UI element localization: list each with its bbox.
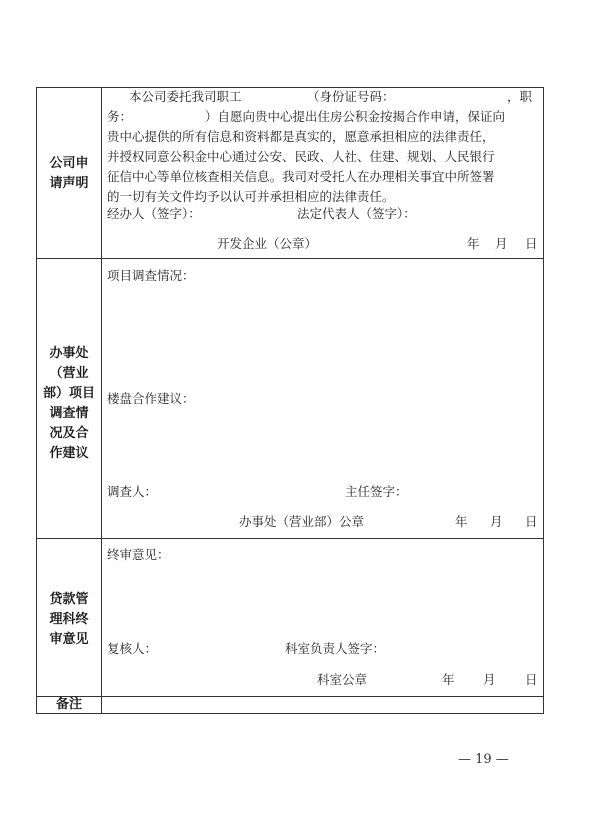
- office-seal-label: 办事处（营业部）公章: [239, 514, 365, 529]
- section-label-line: 请声明: [49, 176, 89, 191]
- row-divider-1: [37, 258, 543, 259]
- date-month: 月: [490, 514, 503, 529]
- date-day: 日: [525, 514, 538, 529]
- section-label-line: 贷款管: [49, 592, 89, 607]
- company-seal-label: 开发企业（公章）: [217, 236, 318, 251]
- director-signature-label: 主任签字：: [345, 484, 408, 499]
- handler-signature-label: 经办人（签字）：: [107, 206, 201, 221]
- declaration-text: 的一切有关文件均予以认可并承担相应的法律责任。: [107, 189, 395, 204]
- date-year: 年: [442, 672, 455, 687]
- cooperation-suggestion-label: 楼盘合作建议：: [107, 391, 195, 406]
- investigator-label: 调查人：: [107, 484, 158, 499]
- date-day: 日: [525, 672, 538, 687]
- legal-rep-signature-label: 法定代表人（签字）：: [297, 206, 416, 221]
- date-month: 月: [483, 672, 496, 687]
- section-label-line: 公司申: [49, 156, 89, 171]
- section-label-line: 理科终: [49, 612, 89, 627]
- declaration-text: 本公司委托我司职工: [129, 89, 242, 104]
- column-divider: [101, 88, 102, 713]
- row-divider-2: [37, 538, 543, 539]
- declaration-text: ，职: [507, 89, 533, 104]
- section-label-line: 部）项目: [42, 386, 95, 401]
- section-label-line: 作建议: [49, 446, 89, 461]
- row-divider-3: [37, 696, 543, 697]
- remarks-label: 备注: [55, 697, 82, 712]
- date-year: 年: [455, 514, 468, 529]
- declaration-text: （身份证号码：: [307, 89, 395, 104]
- final-opinion-label: 终审意见：: [107, 547, 170, 562]
- project-survey-label: 项目调查情况：: [107, 268, 195, 283]
- section-label-line: 况及合: [49, 426, 89, 441]
- section-label-line: 调查情: [49, 406, 89, 421]
- declaration-text: 务：: [107, 109, 133, 124]
- declaration-text: ）自愿向贵中心提出住房公积金按揭合作申请，保证向: [205, 109, 506, 124]
- date-year: 年: [467, 236, 480, 251]
- department-head-signature-label: 科室负责人签字：: [285, 641, 386, 656]
- reviewer-label: 复核人：: [107, 641, 158, 656]
- application-form: [36, 87, 544, 714]
- section-label-line: 审意见: [49, 632, 89, 647]
- section-label-line: 办事处: [49, 346, 89, 361]
- declaration-text: 征信中心等单位核查相关信息。我司对受托人在办理相关事宜中所签署: [107, 169, 495, 184]
- declaration-text: 并授权同意公积金中心通过公安、民政、人社、住建、规划、人民银行: [107, 149, 495, 164]
- date-month: 月: [495, 236, 508, 251]
- section-label-line: （营业: [49, 366, 89, 381]
- page-number: — 19 —: [458, 752, 509, 767]
- department-seal-label: 科室公章: [317, 672, 368, 687]
- date-day: 日: [525, 236, 538, 251]
- declaration-text: 贵中心提供的所有信息和资料都是真实的，愿意承担相应的法律责任，: [107, 129, 495, 144]
